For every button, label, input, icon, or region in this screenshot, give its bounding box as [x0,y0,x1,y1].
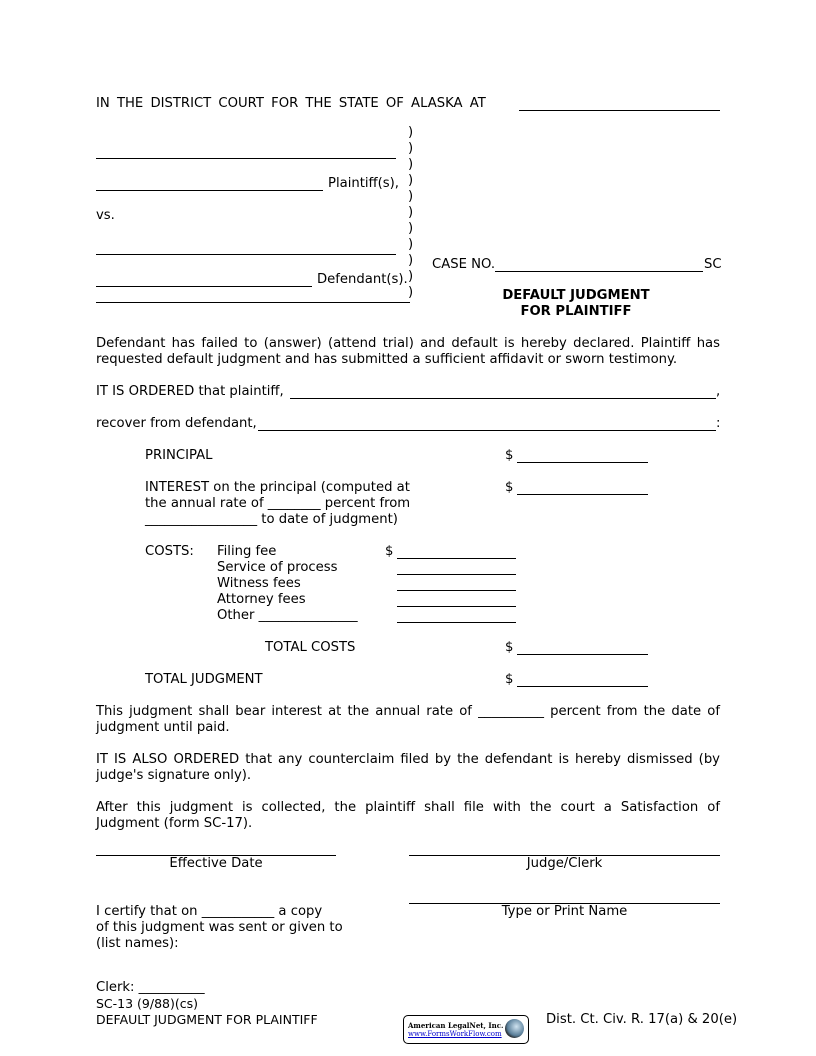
print-name-label: Type or Print Name [501,904,628,919]
caption-paren: ) [408,125,414,140]
cost-item-label: Other _______________ [217,608,358,623]
comma: , [716,384,721,399]
interest-line3[interactable]: _________________ to date of judgment) [145,512,398,527]
judge-clerk-label: Judge/Clerk [526,856,603,871]
satisfaction-paragraph: After this judgment is collected, the plaintiff shall file with the court a Satisfaction of Judgment (form SC-17). [96,800,720,831]
title-line1: DEFAULT JUDGMENT [502,288,650,303]
cost-amount-field[interactable] [397,622,516,623]
certify-line3: (list names): [96,936,179,951]
certify-line2: of this judgment was sent or given to [96,920,343,935]
dollar-sign: $ [505,672,514,687]
ordered-label: IT IS ORDERED that plaintiff, [96,384,284,399]
caption-paren: ) [408,173,414,188]
dollar-sign: $ [505,640,514,655]
caption-paren: ) [408,205,414,220]
effective-date-label: Effective Date [169,856,263,871]
case-no-label: CASE NO. [432,257,496,272]
caption-paren: ) [408,141,414,156]
cost-item-label: Attorney fees [217,592,306,607]
plaintiff-name-field[interactable] [96,158,396,159]
intro-paragraph: Defendant has failed to (answer) (attend trial) and default is hereby declared. Plaintiff has requested default judgment and has submitted a sufficient affidavit or sworn testimony. [96,336,720,367]
court-location-field[interactable] [519,110,720,111]
certify-line1[interactable]: I certify that on ___________ a copy [96,904,323,919]
title-line2: FOR PLAINTIFF [520,304,632,319]
caption-paren: ) [408,285,414,300]
globe-icon [505,1019,524,1038]
total-costs-field[interactable] [517,654,648,655]
court-rule: Dist. Ct. Civ. R. 17(a) & 20(e) [546,1012,738,1027]
american-legalnet-logo[interactable] [403,1015,529,1044]
colon: : [716,416,721,431]
cost-amount-field[interactable] [397,574,516,575]
clerk-field[interactable]: Clerk: __________ [96,980,205,995]
interest-line1: INTEREST on the principal (computed at [145,480,410,495]
recover-defendant-field[interactable] [258,430,716,431]
interest-line2[interactable]: the annual rate of ________ percent from [145,496,411,511]
interest-amount-field[interactable] [517,494,648,495]
defendant-label: Defendant(s). [317,272,408,287]
defendant-name-field-2[interactable] [96,286,312,287]
total-costs-label: TOTAL COSTS [265,640,356,655]
ordered-plaintiff-field[interactable] [290,398,716,399]
vs-label: vs. [96,208,115,223]
caption-paren: ) [408,237,414,252]
case-no-field[interactable] [495,271,703,272]
dollar-sign: $ [385,544,394,559]
cost-amount-field[interactable] [397,558,516,559]
caption-paren: ) [408,269,414,284]
costs-label: COSTS: [145,544,194,559]
cost-amount-field[interactable] [397,606,516,607]
caption-paren: ) [408,157,414,172]
plaintiff-name-field-2[interactable] [96,190,323,191]
defendant-name-field[interactable] [96,254,396,255]
form-title: DEFAULT JUDGMENT FOR PLAINTIFF [96,1012,318,1027]
total-judgment-field[interactable] [517,686,648,687]
caption-bottom-rule [96,302,410,303]
case-suffix: SC [704,257,722,272]
plaintiff-label: Plaintiff(s), [328,176,399,191]
dollar-sign: $ [505,480,514,495]
cost-item-label: Witness fees [217,576,301,591]
counterclaim-paragraph: IT IS ALSO ORDERED that any counterclaim filed by the defendant is hereby dismissed (by judge's signature only). [96,752,720,783]
interest-paragraph: This judgment shall bear interest at the annual rate of __________ percent from the date of judgment until paid. [96,704,720,735]
dollar-sign: $ [505,448,514,463]
logo-text: American LegalNet, Inc. [408,1021,504,1030]
cost-item-label: Service of process [217,560,338,575]
principal-label: PRINCIPAL [145,448,213,463]
principal-amount-field[interactable] [517,462,648,463]
court-heading: IN THE DISTRICT COURT FOR THE STATE OF ALASKA AT [96,96,486,111]
total-judgment-label: TOTAL JUDGMENT [145,672,263,687]
caption-paren: ) [408,253,414,268]
caption-paren: ) [408,189,414,204]
caption-paren: ) [408,221,414,236]
form-number: SC-13 (9/88)(cs) [96,996,199,1011]
cost-amount-field[interactable] [397,590,516,591]
cost-item-label: Filing fee [217,544,277,559]
recover-label: recover from defendant, [96,416,257,431]
logo-link[interactable]: www.FormsWorkFlow.com [408,1030,502,1038]
